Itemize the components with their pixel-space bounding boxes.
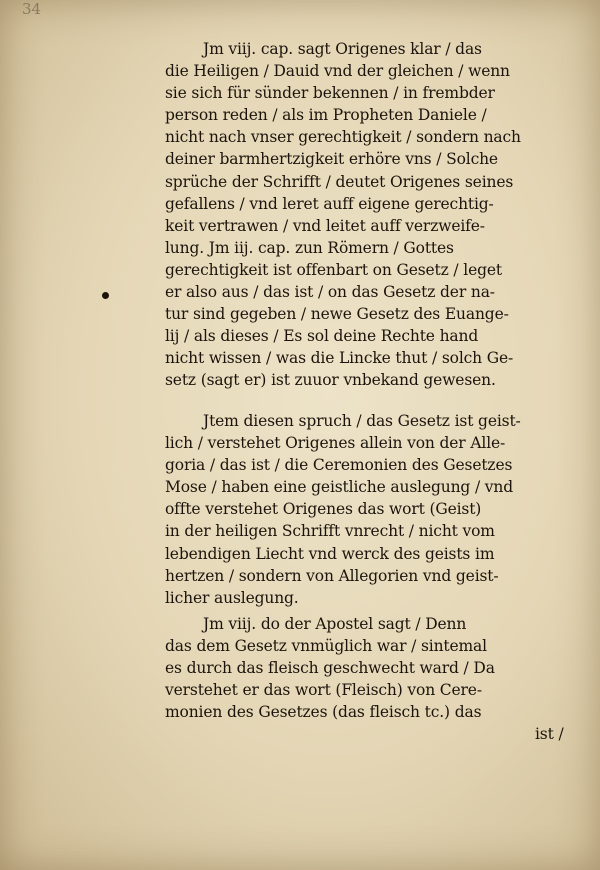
- text-line: lebendigen Liecht vnd werck des geists im: [165, 544, 495, 563]
- text-line: setz (sagt er) ist zuuor vnbekand gewesen.: [165, 371, 496, 390]
- text-line: Mose / haben eine geistliche auslegung / vnd: [165, 478, 514, 497]
- text-line: gerechtigkeit ist offenbart on Gesetz / leget: [165, 260, 502, 279]
- text-line: person reden / als im Propheten Daniele /: [165, 106, 487, 125]
- text-line: lung. Jm iij. cap. zun Römern / Gottes: [165, 238, 454, 257]
- text-line: Jtem diesen spruch / das Gesetz ist geist-: [203, 412, 521, 430]
- paragraph-1: [165, 38, 565, 392]
- text-line: er also aus / das ist / on das Gesetz der na-: [165, 283, 495, 302]
- paragraph-3: [165, 613, 565, 746]
- text-line: sie sich für sünder bekennen / in frembder: [165, 84, 495, 103]
- paragraph-2: [165, 410, 565, 609]
- text-line: nicht wissen / was die Lincke thut / solch Ge-: [165, 349, 514, 368]
- text-line: lich / verstehet Origenes allein von der Alle-: [165, 434, 506, 453]
- text-line: goria / das ist / die Ceremonien des Gesetzes: [165, 456, 513, 475]
- text-line: es durch das fleisch geschwecht ward / Da: [165, 659, 495, 678]
- text-line: Jm viij. do der Apostel sagt / Denn: [203, 615, 467, 633]
- text-line: lij / als dieses / Es sol deine Rechte hand: [165, 327, 479, 346]
- text-line: tur sind gegeben / newe Gesetz des Euange-: [165, 305, 509, 324]
- text-line: nicht nach vnser gerechtigkeit / sondern nach: [165, 128, 521, 147]
- page-number: 34: [22, 0, 42, 18]
- text-line: in der heiligen Schrifft vnrecht / nicht vom: [165, 522, 495, 541]
- text-line: deiner barmhertzigkeit erhöre vns / Solche: [165, 150, 498, 169]
- text-line: das dem Gesetz vnmüglich war / sintemal: [165, 637, 487, 656]
- catchword: ist /: [535, 725, 564, 744]
- text-line: offte verstehet Origenes das wort (Geist): [165, 500, 482, 519]
- ink-mark: [102, 292, 109, 299]
- text-line: die Heiligen / Dauid vnd der gleichen / wenn: [165, 62, 510, 81]
- text-line: verstehet er das wort (Fleisch) von Cere-: [165, 681, 482, 700]
- text-line: Jm viij. cap. sagt Origenes klar / das: [203, 40, 482, 58]
- text-line: sprüche der Schrifft / deutet Origenes seines: [165, 172, 514, 191]
- text-line: monien des Gesetzes (das fleisch tc.) das: [165, 703, 482, 722]
- text-line: keit vertrawen / vnd leitet auff verzweife-: [165, 216, 485, 235]
- text-line: hertzen / sondern von Allegorien vnd geist-: [165, 566, 499, 585]
- text-line: licher auslegung.: [165, 588, 299, 607]
- text-line: gefallens / vnd leret auff eigene gerechtig-: [165, 194, 494, 213]
